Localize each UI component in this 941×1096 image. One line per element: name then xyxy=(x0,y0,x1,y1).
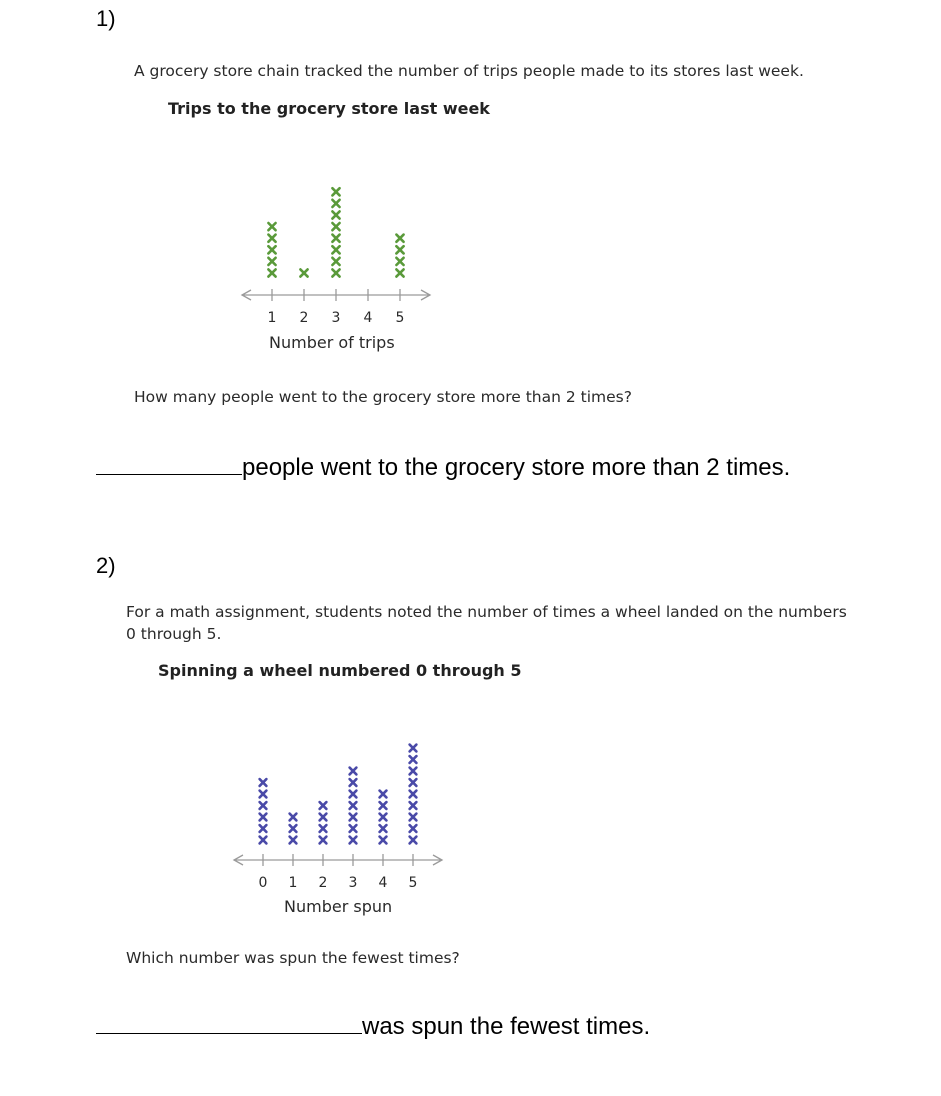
chart-2-mark-5-2 xyxy=(410,825,417,832)
question-2-text: Which number was spun the fewest times? xyxy=(126,949,460,967)
question-1-number: 1) xyxy=(96,6,116,31)
chart-2-tick-label-1: 1 xyxy=(288,875,298,891)
chart-2-mark-0-4 xyxy=(260,802,267,809)
chart-2-mark-5-1 xyxy=(410,837,417,844)
chart-2-mark-0-6 xyxy=(260,779,267,786)
chart-2-mark-5-7 xyxy=(410,768,417,775)
chart-2-xlabel: Number spun xyxy=(284,897,393,916)
chart-2-tick-label-2: 2 xyxy=(318,875,328,891)
chart-2-mark-2-3 xyxy=(320,814,327,821)
question-1-text: How many people went to the grocery store more than 2 times? xyxy=(134,388,632,406)
chart-2-mark-5-4 xyxy=(410,802,417,809)
chart-1-xlabel: Number of trips xyxy=(269,333,395,352)
answer-2-text: was spun the fewest times. xyxy=(362,1013,651,1040)
chart-2-mark-0-2 xyxy=(260,825,267,832)
chart-2-tick-label-4: 4 xyxy=(378,875,388,891)
chart-2-mark-4-5 xyxy=(380,791,387,798)
chart-1-title: Trips to the grocery store last week xyxy=(168,99,490,118)
chart-2-mark-0-5 xyxy=(260,791,267,798)
chart-2-mark-2-4 xyxy=(320,802,327,809)
chart-2-mark-0-1 xyxy=(260,837,267,844)
chart-2-mark-1-3 xyxy=(290,814,297,821)
answer-2-line xyxy=(96,1011,650,1041)
chart-2-mark-4-1 xyxy=(380,837,387,844)
chart-2-title: Spinning a wheel numbered 0 through 5 xyxy=(158,661,522,680)
chart-2-mark-2-1 xyxy=(320,837,327,844)
chart-2-mark-5-8 xyxy=(410,756,417,763)
chart-1-tick-label-3: 3 xyxy=(331,310,341,326)
chart-2-mark-0-3 xyxy=(260,814,267,821)
answer-2-blank[interactable] xyxy=(96,1011,362,1034)
chart-2-mark-2-2 xyxy=(320,825,327,832)
chart-1-tick-label-5: 5 xyxy=(395,310,405,326)
question-2-number: 2) xyxy=(96,553,116,578)
question-2-stem-line2: 0 through 5. xyxy=(126,625,222,643)
chart-2-mark-5-9 xyxy=(410,745,417,752)
chart-2-mark-3-1 xyxy=(350,837,357,844)
chart-2-tick-label-3: 3 xyxy=(348,875,358,891)
chart-2-axis xyxy=(234,855,442,865)
chart-2-mark-3-7 xyxy=(350,768,357,775)
chart-2-mark-4-2 xyxy=(380,825,387,832)
chart-2-mark-5-3 xyxy=(410,814,417,821)
question-1-stem: A grocery store chain tracked the number of trips people made to its stores last week. xyxy=(134,62,804,80)
chart-2-mark-3-4 xyxy=(350,802,357,809)
chart-2-mark-4-4 xyxy=(380,802,387,809)
chart-1-tick-label-1: 1 xyxy=(267,310,277,326)
chart-1-tick-label-4: 4 xyxy=(363,310,373,326)
chart-2-tick-label-0: 0 xyxy=(258,875,268,891)
chart-2-mark-3-5 xyxy=(350,791,357,798)
chart-1-tick-label-2: 2 xyxy=(299,310,309,326)
answer-1-text: people went to the grocery store more than 2 times. xyxy=(242,454,791,481)
chart-2-mark-3-2 xyxy=(350,825,357,832)
chart-2-tick-label-5: 5 xyxy=(408,875,418,891)
chart-2-mark-5-5 xyxy=(410,791,417,798)
chart-2-mark-1-2 xyxy=(290,825,297,832)
chart-2-mark-4-3 xyxy=(380,814,387,821)
chart-2-mark-3-3 xyxy=(350,814,357,821)
question-2-stem-line1: For a math assignment, students noted the number of times a wheel landed on the numbers xyxy=(126,603,847,621)
chart-2-mark-1-1 xyxy=(290,837,297,844)
chart-2-mark-5-6 xyxy=(410,779,417,786)
chart-2-mark-3-6 xyxy=(350,779,357,786)
